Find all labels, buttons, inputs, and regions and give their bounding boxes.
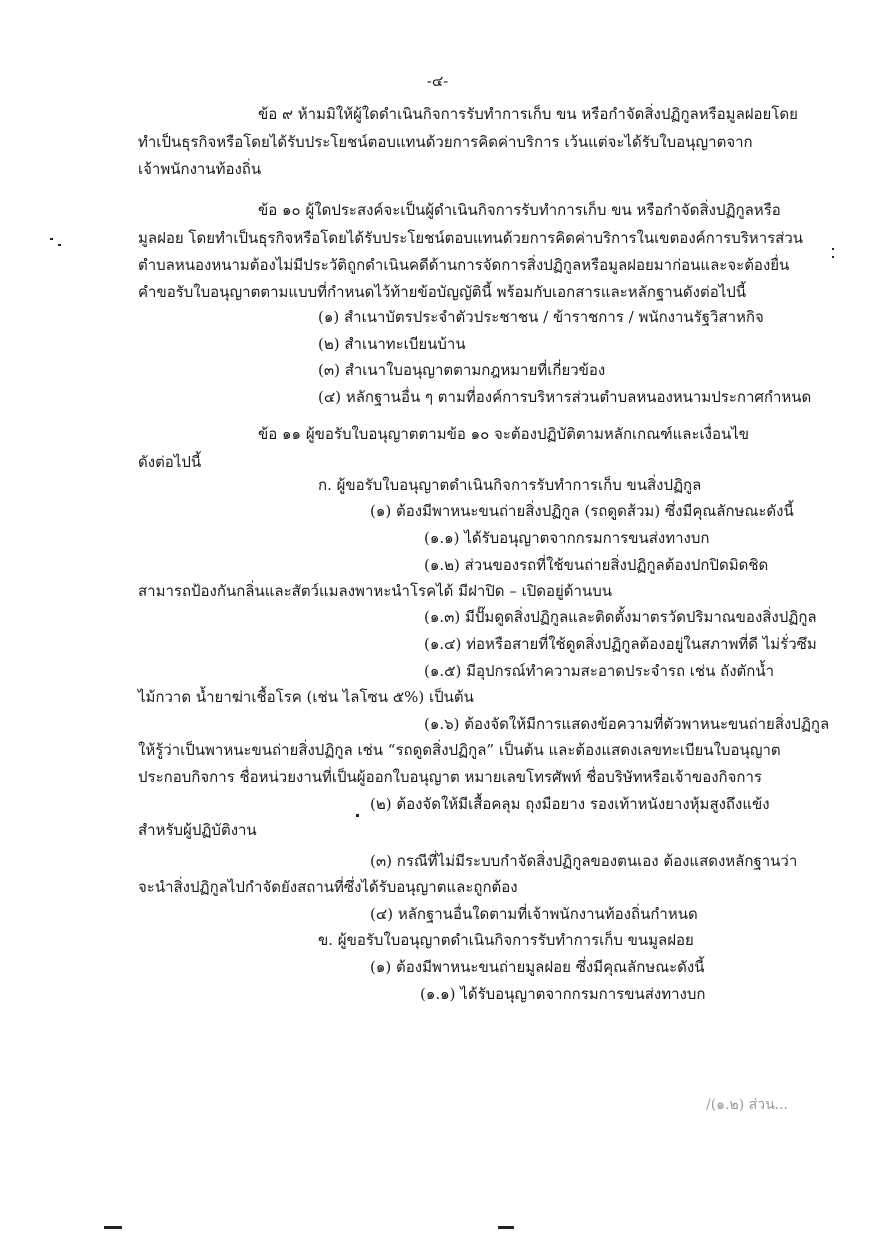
section-a-item-1-3: (๑.๓) มีปั๊มดูดสิ่งปฏิกูลและติดตั้งมาตรวัดปริมาณของสิ่งปฏิกูล [424,608,817,626]
section-a-item-3-cont: จะนำสิ่งปฏิกูลไปกำจัดยังสถานที่ซึ่งได้รับอนุญาตและถูกต้อง [138,878,518,896]
scan-mark [50,238,53,240]
clause-10-line-4: คำขอรับใบอนุญาตตามแบบที่กำหนดไว้ท้ายข้อบัญญัตินี้ พร้อมกับเอกสารและหลักฐานดังต่อไปนี้ [138,283,747,301]
clause-10-item-4: (๔) หลักฐานอื่น ๆ ตามที่องค์การบริหารส่วนตำบลหนองหนามประกาศกำหนด [318,388,812,406]
scan-mark [498,1226,514,1229]
clause-10-line-3: ตำบลหนองหนามต้องไม่มีประวัติถูกดำเนินคดีด้านการจัดการสิ่งปฏิกูลหรือมูลฝอยมาก่อนและจะต้องยื่น [138,256,790,274]
scan-mark [104,1226,122,1229]
section-a-item-2-cont: สำหรับผู้ปฏิบัติงาน [138,821,257,839]
section-a-item-1-6-cont-1: ให้รู้ว่าเป็นพาหนะขนถ่ายสิ่งปฏิกูล เช่น “รถดูดสิ่งปฏิกูล” เป็นต้น และต้องแสดงเลขทะเบียนใบอนุญาต [138,741,781,759]
section-a-item-4: (๔) หลักฐานอื่นใดตามที่เจ้าพนักงานท้องถิ่นกำหนด [370,905,698,923]
footer-continuation: /(๑.๒) ส่วน... [706,1097,788,1113]
clause-9-line-1: ข้อ ๙ ห้ามมิให้ผู้ใดดำเนินกิจการรับทำการเก็บ ขน หรือกำจัดสิ่งปฏิกูลหรือมูลฝอยโดย [258,105,798,123]
section-a-heading: ก. ผู้ขอรับใบอนุญาตดำเนินกิจการรับทำการเก็บ ขนสิ่งปฏิกูล [318,476,702,494]
clause-9-line-3: เจ้าพนักงานท้องถิ่น [138,160,262,178]
scan-mark [832,248,834,250]
section-b-item-1-1: (๑.๑) ได้รับอนุญาตจากกรมการขนส่งทางบก [420,985,706,1003]
clause-10-item-1: (๑) สำเนาบัตรประจำตัวประชาชน / ข้าราชการ / พนักงานรัฐวิสาหกิจ [318,308,764,326]
scan-mark [58,244,61,246]
clause-11-line-2: ดังต่อไปนี้ [138,453,202,471]
scan-mark [356,814,359,817]
section-a-item-1-2-cont: สามารถป้องกันกลิ่นและสัตว์แมลงพาหะนำโรคได้ มีฝาปิด – เปิดอยู่ด้านบน [138,582,612,600]
section-a-item-1-2: (๑.๒) ส่วนของรถที่ใช้ขนถ่ายสิ่งปฏิกูลต้องปกปิดมิดชิด [424,556,769,574]
section-a-item-1-1: (๑.๑) ได้รับอนุญาตจากกรมการขนส่งทางบก [424,529,710,547]
clause-10-item-2: (๒) สำเนาทะเบียนบ้าน [318,335,466,353]
section-a-item-1-5: (๑.๕) มีอุปกรณ์ทำความสะอาดประจำรถ เช่น ถังตักน้ำ [424,662,775,680]
clause-10-line-1: ข้อ ๑๐ ผู้ใดประสงค์จะเป็นผู้ดำเนินกิจการรับทำการเก็บ ขน หรือกำจัดสิ่งปฏิกูลหรือ [258,201,781,219]
clause-10-item-3: (๓) สำเนาใบอนุญาตตามกฎหมายที่เกี่ยวข้อง [318,361,606,379]
section-b-heading: ข. ผู้ขอรับใบอนุญาตดำเนินกิจการรับทำการเก็บ ขนมูลฝอย [318,931,694,949]
section-a-item-1-6-cont-2: ประกอบกิจการ ชื่อหน่วยงานที่เป็นผู้ออกใบอนุญาต หมายเลขโทรศัพท์ ชื่อบริษัทหรือเจ้าของกิจการ [138,768,762,786]
section-b-item-1: (๑) ต้องมีพาหนะขนถ่ายมูลฝอย ซึ่งมีคุณลักษณะดังนี้ [370,958,705,976]
page-number: -๔- [426,72,449,90]
clause-11-line-1: ข้อ ๑๑ ผู้ขอรับใบอนุญาตตามข้อ ๑๐ จะต้องปฏิบัติตามหลักเกณฑ์และเงื่อนไข [258,425,750,443]
section-a-item-3: (๓) กรณีที่ไม่มีระบบกำจัดสิ่งปฏิกูลของตนเอง ต้องแสดงหลักฐานว่า [370,852,798,870]
section-a-item-1: (๑) ต้องมีพาหนะขนถ่ายสิ่งปฏิกูล (รถดูดส้วม) ซึ่งมีคุณลักษณะดังนี้ [370,502,794,520]
section-a-item-1-5-cont: ไม้กวาด น้ำยาฆ่าเชื้อโรค (เช่น ไลโซน ๕%) เป็นต้น [138,688,474,706]
section-a-item-1-4: (๑.๔) ท่อหรือสายที่ใช้ดูดสิ่งปฏิกูลต้องอยู่ในสภาพที่ดี ไม่รั่วซึม [424,635,817,653]
section-a-item-2: (๒) ต้องจัดให้มีเสื้อคลุม ถุงมือยาง รองเท้าหนังยางหุ้มสูงถึงแข้ง [370,795,770,813]
scan-mark [832,256,834,258]
section-a-item-1-6: (๑.๖) ต้องจัดให้มีการแสดงข้อความที่ตัวพาหนะขนถ่ายสิ่งปฏิกูล [424,715,830,733]
clause-9-line-2: ทำเป็นธุรกิจหรือโดยได้รับประโยชน์ตอบแทนด้วยการคิดค่าบริการ เว้นแต่จะได้รับใบอนุญาตจาก [138,133,753,151]
clause-10-line-2: มูลฝอย โดยทำเป็นธุรกิจหรือโดยได้รับประโยชน์ตอบแทนด้วยการคิดค่าบริการในเขตองค์การบริหารส่วน [138,229,804,247]
